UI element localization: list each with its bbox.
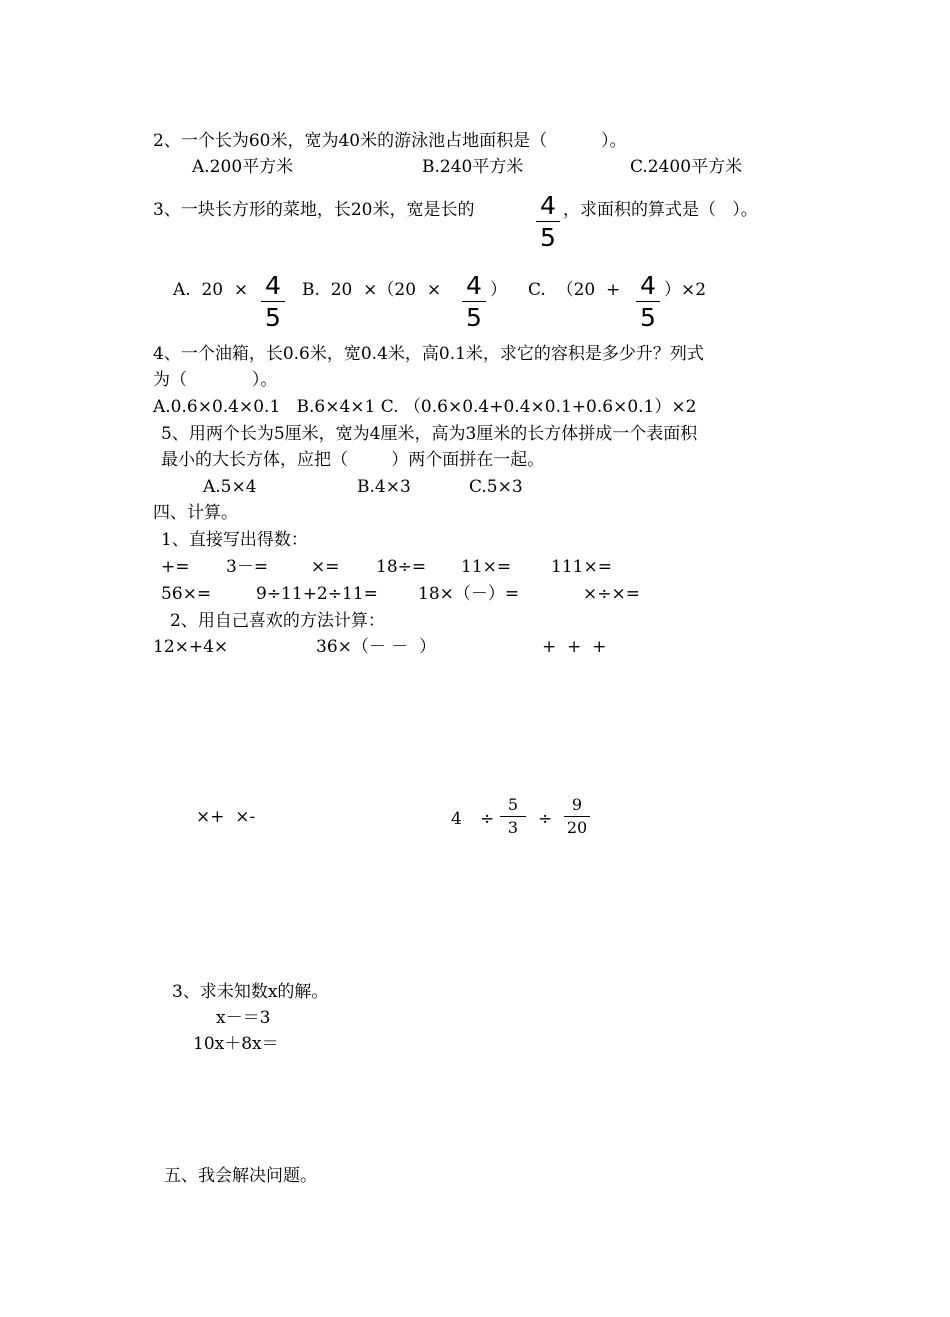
fraction-denominator: 20 — [566, 818, 588, 837]
division-sign-1: ÷ — [480, 809, 495, 829]
q3-fraction — [536, 193, 560, 250]
q5-option-b: B.4×3 — [357, 477, 411, 497]
calc-item-2: 36×（－ － ） — [316, 637, 437, 657]
q3-stem-left: 3、一块长方形的菜地，长20米，宽是长的 — [153, 200, 475, 220]
oral-item: 56×= — [161, 584, 212, 604]
oral-item: += — [161, 557, 190, 577]
division-four: 4 — [451, 809, 462, 829]
fraction-bar — [261, 301, 285, 302]
fraction-numerator: 4 — [540, 191, 556, 220]
equation-1: x－＝3 — [216, 1008, 271, 1028]
section-4-sub-1: 1、直接写出得数： — [161, 530, 308, 550]
fraction-denominator: 5 — [540, 223, 556, 252]
fraction-denominator: 5 — [265, 303, 281, 332]
oral-item: 9÷11+2÷11= — [256, 584, 378, 604]
fraction-bar — [636, 301, 660, 302]
q2-option-c: C.2400平方米 — [630, 157, 743, 177]
q5-option-c: C.5×3 — [469, 477, 523, 497]
q3-option-b-left: B. 20 ×（20 × — [302, 280, 442, 300]
q3-option-b-fraction — [462, 273, 486, 330]
calc-item-3: + + + — [542, 637, 607, 657]
oral-item: ×÷×= — [583, 584, 640, 604]
fraction-denominator: 5 — [640, 303, 656, 332]
q3-option-c-left: C. （20 + — [528, 280, 621, 300]
equation-2: 10x＋8x＝ — [193, 1034, 279, 1054]
q5-line-2: 最小的大长方体，应把（ ）两个面拼在一起。 — [161, 450, 545, 470]
calc-item-1: 12×+4× — [153, 637, 229, 657]
fraction-numerator: 5 — [507, 795, 519, 814]
q3-option-a-fraction — [261, 273, 285, 330]
q3-option-c-right: ）×2 — [664, 280, 707, 300]
q4-options: A.0.6×0.4×0.1 B.6×4×1 C. （0.6×0.4+0.4×0.1+0.6×0.1）×2 — [153, 397, 697, 417]
division-sign-2: ÷ — [538, 809, 553, 829]
fraction-numerator: 9 — [571, 795, 583, 814]
section-4-title: 四、计算。 — [153, 503, 238, 523]
q4-line-1: 4、一个油箱，长0.6米，宽0.4米，高0.1米，求它的容积是多少升？列式 — [153, 344, 704, 364]
q2-option-a: A.200平方米 — [192, 157, 294, 177]
oral-item: 111×= — [551, 557, 612, 577]
fraction-denominator: 3 — [507, 818, 519, 837]
q2-option-b: B.240平方米 — [422, 157, 524, 177]
fraction-bar — [536, 221, 560, 222]
q3-option-a: A. 20 × — [173, 280, 249, 300]
oral-item: 3－= — [226, 557, 269, 577]
fraction-bar — [462, 301, 486, 302]
fraction-numerator: 4 — [640, 271, 656, 300]
division-fraction-1 — [498, 797, 528, 836]
oral-item: ×= — [311, 557, 340, 577]
section-4-sub-2: 2、用自己喜欢的方法计算： — [170, 611, 385, 631]
section-5-title: 五、我会解决问题。 — [164, 1166, 317, 1186]
oral-item: 18×（－）= — [418, 584, 520, 604]
section-4-sub-3: 3、求未知数x的解。 — [172, 982, 329, 1002]
fraction-bar — [564, 816, 590, 817]
oral-item: 18÷= — [376, 557, 427, 577]
calc-item-4: ×+ ×- — [196, 807, 256, 827]
q5-line-1: 5、用两个长为5厘米，宽为4厘米，高为3厘米的长方体拼成一个表面积 — [161, 424, 698, 444]
q4-line-2: 为（ ）。 — [153, 370, 278, 390]
q2-stem: 2、一个长为60米，宽为40米的游泳池占地面积是（ ）。 — [153, 131, 627, 151]
fraction-denominator: 5 — [466, 303, 482, 332]
q3-option-c-fraction — [636, 273, 660, 330]
q3-stem-right: ，求面积的算式是（ ）。 — [563, 200, 758, 220]
division-fraction-2 — [562, 797, 592, 836]
fraction-numerator: 4 — [466, 271, 482, 300]
fraction-bar — [500, 816, 526, 817]
fraction-numerator: 4 — [265, 271, 281, 300]
oral-item: 11×= — [461, 557, 512, 577]
q5-option-a: A.5×4 — [203, 477, 257, 497]
q3-option-b-right: ） — [490, 280, 507, 300]
